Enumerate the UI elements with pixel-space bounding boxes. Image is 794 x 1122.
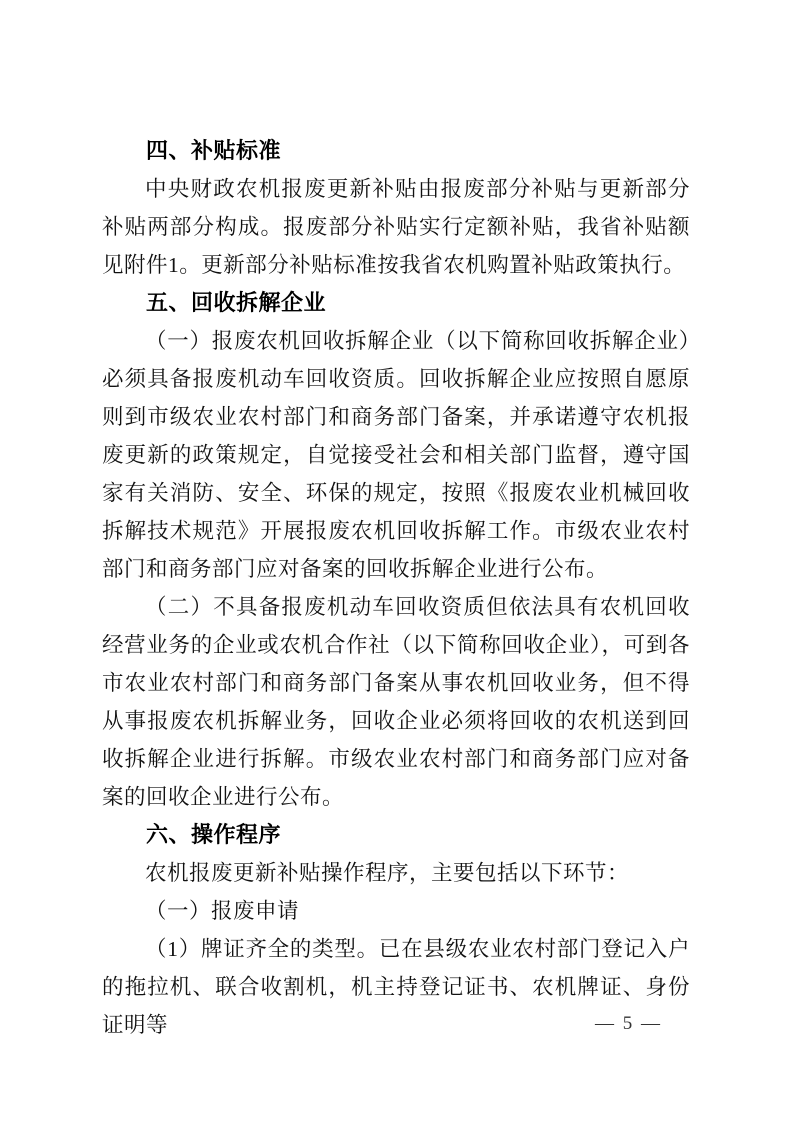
section-heading: 五、回收拆解企业 xyxy=(146,290,327,315)
body-paragraph: （一）报废申请 xyxy=(145,899,300,923)
body-paragraph: 中央财政农机报废更新补贴由报废部分补贴与更新部分补贴两部分构成。报废部分补贴实行定额补贴，我省补贴额见附件1。更新部分补贴标准按我省农机购置补贴政策执行。 xyxy=(102,177,690,277)
body-paragraph: 农机报废更新补贴操作程序，主要包括以下环节： xyxy=(145,861,630,885)
section-heading: 四、补贴标准 xyxy=(146,138,282,163)
section-heading: 六、操作程序 xyxy=(146,822,282,847)
body-paragraph: （1）牌证齐全的类型。已在县级农业农村部门登记入户的拖拉机、联合收割机，机主持登记证书、农机牌证、身份证明等 xyxy=(102,937,690,1037)
body-paragraph: （二）不具备报废机动车回收资质但依法具有农机回收经营业务的企业或农机合作社（以下简称回收企业），可到各市农业农村部门和商务部门备案从事农机回收业务，但不得从事报废农机拆解业务，回收企业必须将回收的农机送到回收拆解企业进行拆解。市级农业农村部门和商务部门应对备案的回收企业进行公布。 xyxy=(102,595,690,809)
body-paragraph: （一）报废农机回收拆解企业（以下简称回收拆解企业）必须具备报废机动车回收资质。回收拆解企业应按照自愿原则到市级农业农村部门和商务部门备案，并承诺遵守农机报废更新的政策规定，自觉接受社会和相关部门监督，遵守国家有关消防、安全、环保的规定，按照《报废农业机械回收拆解技术规范》开展报废农机回收拆解工作。市级农业农村部门和商务部门应对备案的回收拆解企业进行公布。 xyxy=(102,329,690,581)
page-number: — 5 — xyxy=(595,1013,662,1034)
document-body xyxy=(102,132,690,1044)
